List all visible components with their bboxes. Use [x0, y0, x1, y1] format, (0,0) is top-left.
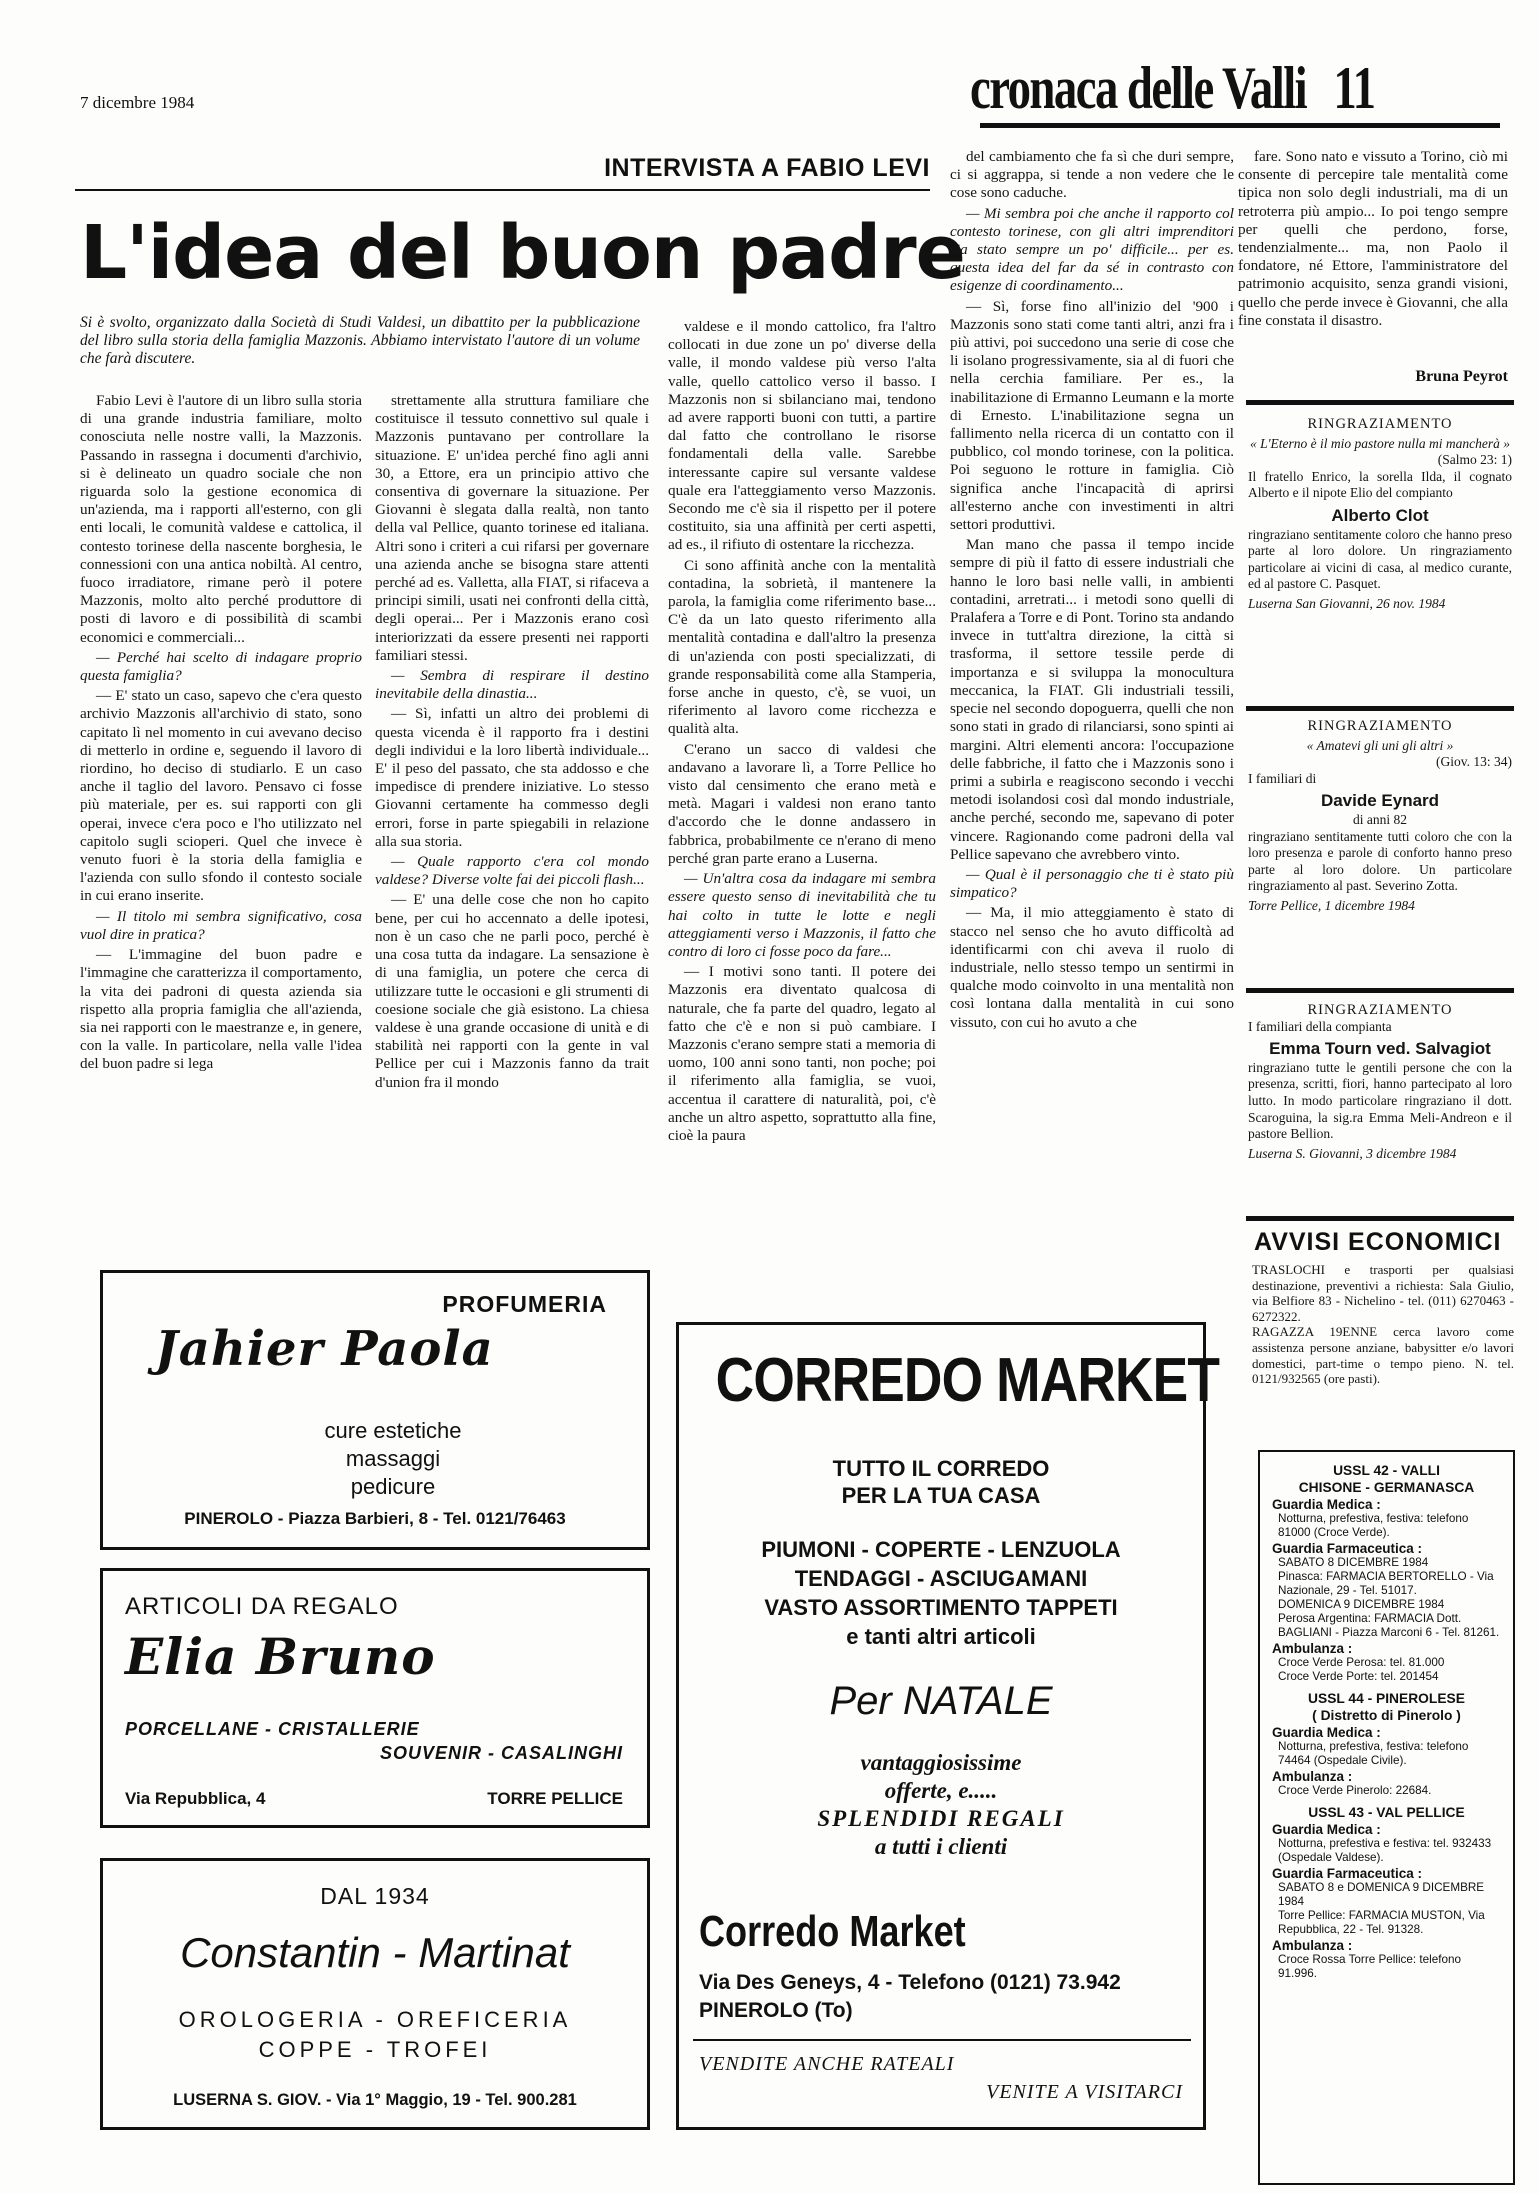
notice-place-date: Luserna S. Giovanni, 3 dicembre 1984 — [1248, 1145, 1457, 1161]
ad-corredo-footer-1: VENDITE ANCHE RATEALI — [699, 2053, 955, 2075]
article-paragraph: valdese e il mondo cattolico, fra l'altro collocati in due zone un po' diverse della valle, il mondo valdese più verso l'alta valle, quello cattolico verso il basso. I Mazzonis non si sbilanciano mai, tendono ad avere rapporti buoni con tutti, a partire dal fatto che controllano le risorse fondamentali della valle. Sarebbe interessante capire sul versante valdese quale era l'atteggiamento verso Mazzonis. Secondo me c'è sia il rispetto per il potere costituito, sia una affinità per certi aspetti, ad es., il rifiuto di ostentare la ricchezza. — [668, 318, 936, 554]
ad-corredo-product-4: e tanti altri articoli — [846, 1624, 1036, 1649]
notice-quote: « Amatevi gli uni gli altri » — [1306, 737, 1454, 753]
ussl-heading: USSL 43 - VAL PELLICE — [1308, 1805, 1465, 1820]
ussl-detail: DOMENICA 9 DICEMBRE 1984 — [1278, 1598, 1445, 1611]
article-headline: L'idea del buon padre — [80, 210, 965, 296]
notice-body: ringraziano sentitamente tutti coloro che con la loro presenza e parole di conforto hanno preso parte al loro dolore. Un particolare ringraziamento al past. Severino Zotta. — [1248, 828, 1512, 894]
ad-constantin-line-2: COPPE - TROFEI — [258, 2037, 492, 2062]
article-lead: Si è svolto, organizzato dalla Società di Studi Valdesi, un dibattito per la pubblicazione del libro sulla storia della famiglia Mazzonis. Abbiamo intervistato l'autore di un volume che farà discutere. — [80, 314, 640, 367]
ussl-detail: Torre Pellice: FARMACIA MUSTON, Via Repubblica, 22 - Tel. 91328. — [1278, 1909, 1485, 1936]
notice-rule-1 — [1246, 400, 1514, 405]
ad-corredo-offer-4: a tutti i clienti — [874, 1834, 1008, 1859]
masthead-rule — [980, 123, 1500, 128]
notice-emma-tourn — [1248, 1002, 1512, 1162]
ad-corredo-natale: Per NATALE — [829, 1679, 1053, 1723]
avvisi-heading: AVVISI ECONOMICI — [1254, 1228, 1502, 1256]
ad-corredo-offer-3: SPLENDIDI REGALI — [817, 1806, 1065, 1831]
interview-question: — Il titolo mi sembra significativo, cosa vuol dire in pratica? — [80, 907, 362, 943]
interview-question: — Un'altra cosa da indagare mi sembra essere questo senso di inevitabilità che tu hai colto in tutte le lotte e negli atteggiamenti verso i Mazzonis, il fatto che contro di loro ci fosse poco da fare... — [668, 870, 936, 960]
ad-corredo-name: Corredo Market — [699, 1907, 966, 1956]
ad-corredo-product-3: VASTO ASSORTIMENTO TAPPETI — [764, 1595, 1118, 1620]
article-paragraph: strettamente alla struttura familiare che costituisce il tessuto connettivo sul quale i Mazzonis puntavano per controllare la situazione. E' un'idea perché fino agli anni 30, a Ettore, era un principio attivo che consentiva di governare la situazione. Per Giovanni è slegata dalla realtà, non tanto della val Pellice, quanto torinese ed italiana. Altri sono i criteri a cui rifarsi per governare una azienda anche se bisogna stare attenti perché ad es. Valletta, alla FIAT, si rifaceva a principi simili, usati nei confronti della città, degli operai... Per i Mazzonis erano così interiorizzati da essere presenti nei rapporti familiari stessi. — [375, 392, 649, 664]
ad-constantin-address: LUSERNA S. GIOV. - Via 1° Maggio, 19 - Tel. 900.281 — [173, 2091, 577, 2109]
ussl-heading: USSL 42 - VALLI — [1333, 1463, 1440, 1478]
notice-age: di anni 82 — [1353, 811, 1407, 827]
ad-jahier-name: Jahier Paola — [155, 1321, 494, 1377]
article-paragraph: — Sì, infatti un altro dei problemi di questa vicenda è il rapporto fra i destini degli individui e la loro libertà individuale... E' il peso del passato, che sta addosso e che impedisce di prendere iniziative. Lo stesso Giovanni certamente ha commesso degli errori, forse in parte spiegabili in relazione alla sua storia. — [375, 705, 649, 850]
notice-scripture-ref: (Giov. 13: 34) — [1436, 754, 1512, 770]
article-signature: Bruna Peyrot — [1415, 368, 1508, 385]
notice-body: ringraziano tutte le gentili persone che con la presenza, scritti, fiori, hanno partecipato al loro lutto. In modo particolare ringraziano il dott. Scaroguina, la sig.ra Emma Meli-Andreon e il pastore Bellion. — [1248, 1059, 1512, 1142]
notice-title: RINGRAZIAMENTO — [1307, 416, 1453, 432]
article-paragraph: Fabio Levi è l'autore di un libro sulla storia di una grande industria familiare, molto conosciuta nelle nostre valli, la Mazzonis. Passando in rassegna i documenti d'archivio, si è delineato un quadro sociale che non riguarda solo la gestione economica di un'azienda, ma i rapporti all'esterno, con gli enti locali, le comunità valdese e cattolica, il contesto torinese della nascente borghesia, le connessioni con una antica nobiltà. Al centro, fuoco irradiatore, rimane però il potere Mazzonis, molto alto perché produttore di posti di lavoro e di possibilità di scambi economici e commerciali... — [80, 392, 362, 646]
article-paragraph: del cambiamento che fa sì che duri sempre, ci si aggrappa, si tende a non vedere che le cose sono caduche. — [950, 148, 1234, 202]
ad-corredo-city: PINEROLO (To) — [699, 1999, 853, 2022]
page-number: 11 — [1333, 55, 1375, 121]
ad-elia-town: TORRE PELLICE — [487, 1789, 623, 1808]
ussl-section-label: Guardia Medica : — [1272, 1497, 1381, 1512]
ad-corredo-offer-1: vantaggiosissime — [860, 1750, 1022, 1775]
ussl-heading: USSL 44 - PINEROLESE — [1308, 1691, 1465, 1706]
article-paragraph: — Sì, forse fino all'inizio del '900 i Mazzonis sono stati come tanti altri, anzi fra i più attivi, poi succedono una serie di cose che li isolano progressivamente, sia al di fuori che nella cerchia familiare. Per es., la inabilitazione di Ermanno Leumann e la morte di Ernesto. L'inabilitazione segna un fallimento nella ricerca di un contatto con il pubblico, col mondo torinese, con la politica. Poi seguono le rotture in famiglia. Ciò significa anche l'incapacità di aprirsi all'esterno anche con investimenti in altri settori produttivi. — [950, 297, 1234, 534]
issue-date: 7 dicembre 1984 — [80, 93, 195, 112]
ussl-detail: Notturna, prefestiva, festiva: telefono 81000 (Croce Verde). — [1278, 1512, 1469, 1539]
ad-elia-name: Elia Bruno — [125, 1627, 436, 1686]
ussl-heading: CHISONE - GERMANASCA — [1298, 1480, 1475, 1495]
ad-jahier-line-3: pedicure — [350, 1474, 436, 1499]
ussl-section-label: Ambulanza : — [1272, 1938, 1353, 1953]
notice-deceased-name: Emma Tourn ved. Salvagiot — [1269, 1039, 1491, 1059]
avviso-ragazza: RAGAZZA 19ENNE cerca lavoro come assistenza persone anziane, babysitter e/o lavori domestici, part-time o tempo pieno. N. tel. 0121/932565 (ore pasti). — [1252, 1324, 1514, 1387]
interview-question: — Qual è il personaggio che ti è stato più simpatico? — [950, 865, 1234, 902]
ussl-detail: Notturna, prefestiva, festiva: telefono 74464 (Ospedale Civile). — [1278, 1740, 1469, 1767]
article-kicker: INTERVISTA A FABIO LEVI — [604, 154, 930, 182]
article-column-3 — [668, 318, 936, 1308]
article-column-1 — [80, 392, 362, 1254]
ad-jahier-line-1: cure estetiche — [324, 1418, 462, 1443]
notice-body: ringraziano sentitamente coloro che hanno preso parte al loro dolore. Un ringraziamento particolare ai vicini di casa, al medico curante, ed al pastore C. Pasquet. — [1248, 526, 1512, 592]
notice-deceased-name: Alberto Clot — [1331, 505, 1429, 525]
interview-question: — Mi sembra poi che anche il rapporto col contesto torinese, con gli altri imprenditori sia stato sempre un po' difficile... per es. questa idea del far da sé in contrasto con esigenze di coordinamento... — [950, 204, 1234, 295]
notice-rule-2 — [1246, 706, 1514, 711]
avvisi-list — [1252, 1262, 1514, 1387]
ussl-detail: Pinasca: FARMACIA BERTORELLO - Via Nazionale, 29 - Tel. 51017. — [1278, 1570, 1494, 1597]
article-paragraph: Man mano che passa il tempo incide sempre di più il fatto di essere industriali che hanno le loro basi nelle valli, in ambienti contadini, arretrati... i metodi sono quelli di Pralafera a Torre e di Pont. Torino sta andando invece in tutt'altra direzione, la città si trasforma, il settore tessile perde di importanza e si sviluppa la monocultura meccanica, la FIAT. Gli industriali tessili, specie nel secondo dopoguerra, quelli che non sono stati in grado di rilanciarsi, sono spinti ai margini. Altri elementi ancora: l'occupazione delle fabbriche, il fatto che i Mazzonis sono i primi a subirla e reagiscono secondo i vecchi metodi isolandosi così dal mondo industriale, anche perché, secondo me, sapevano di poter vincere. Ragionando come padroni della val Pellice sapevano che avrebbero vinto. — [950, 536, 1234, 863]
article-column-4 — [950, 148, 1234, 1290]
ad-elia-bruno — [100, 1568, 650, 1828]
article-paragraph: — E' una delle cose che non ho capito bene, per cui ho accennato a delle ipotesi, non è un caso che ne parli poco, perché è una cosa tutta da indagare. La sensazione è di una famiglia, un potere che cerca di utilizzare tutte le occasioni e gli strumenti di coesione sociale che già esistono. La chiesa valdese è una grande occasione di unità e di stabilità nei rapporti con la gente in val Pellice per cui i Mazzonis fanno da trait d'union fra il mondo — [375, 891, 649, 1091]
interview-question: — Perché hai scelto di indagare proprio questa famiglia? — [80, 648, 362, 685]
article-paragraph: Ci sono affinità anche con la mentalità contadina, la sobrietà, il mantenere la parola, la famiglia come riferimento base... C'è da un lato questo riferimento alla mentalità contadina e dall'altro la presenza di un'azienda con posti specializzati, di grande responsabilità come alla Stamperia, forse anche in questo, c'è, se vuoi, un riferimento al lavoro come ricchezza e qualità alta. — [668, 556, 936, 738]
ussl-detail: Croce Verde Perosa: tel. 81.000 — [1278, 1656, 1445, 1669]
ad-corredo-offer-2: offerte, e..... — [884, 1778, 998, 1803]
ussl-detail: Notturna, prefestiva e festiva: tel. 932433 (Ospedale Valdese). — [1278, 1837, 1492, 1864]
article-paragraph: — Ma, il mio atteggiamento è stato di stacco nel senso che ho avuto difficoltà ad identificarmi con chi aveva il ruolo di industriale, nello stesso tempo un sentirmi in qualche modo coinvolto in una mentalità non così lontana dalla mentalità in cui sono vissuto, con cui ho avuto a che — [950, 904, 1234, 1031]
kicker-rule — [75, 189, 930, 191]
ad-constantin-top: DAL 1934 — [320, 1883, 430, 1909]
ad-corredo-footer-rule — [693, 2039, 1191, 2041]
ussl-section-label: Guardia Farmaceutica : — [1272, 1866, 1423, 1881]
interview-question: — Quale rapporto c'era col mondo valdese? Diverse volte fai dei piccoli flash... — [375, 853, 649, 889]
ad-elia-line-2: SOUVENIR - CASALINGHI — [379, 1743, 623, 1763]
ad-constantin-martinat — [100, 1858, 650, 2130]
ad-corredo-products — [679, 1535, 1203, 1651]
article-column-2 — [375, 392, 649, 1254]
ad-constantin-line-1: OROLOGERIA - OREFICERIA — [178, 2007, 572, 2032]
ad-corredo-offer — [679, 1749, 1203, 1861]
article-paragraph: — E' stato un caso, sapevo che c'era questo archivio Mazzonis all'archivio di stato, sono capitato lì nel momento in cui avevano deciso di metterlo in ordine e, seguendo il lavoro di riordino, ho deciso di studiarlo. E un caso anche il taglio del lavoro. Pensavo ci fosse più materiale, per es. sui rapporti con gli operai, invece c'era poco e l'ho utilizzato nel capitolo sugli scioperi. Quel che invece è venuto fuori è la storia della famiglia e l'azienda con sullo sfondo il contesto sociale in cui erano inserite. — [80, 687, 362, 905]
article-column-5 — [1238, 148, 1508, 358]
ussl-section-label: Guardia Medica : — [1272, 1725, 1381, 1740]
avviso-traslochi: TRASLOCHI e trasporti per qualsiasi destinazione, preventivi a richiesta: Sala Giulio, via Belfiore 83 - Nichelino - tel. (011) 6270463 - 6272322. — [1252, 1262, 1514, 1324]
ad-corredo-title: CORREDO MARKET — [715, 1346, 1220, 1415]
ad-elia-address: Via Repubblica, 4 — [125, 1789, 266, 1808]
ad-corredo-product-1: PIUMONI - COPERTE - LENZUOLA — [761, 1537, 1121, 1562]
article-paragraph: — L'immagine del buon padre e l'immagine che caratterizza il comportamento, la vita dei padroni di questa azienda sia rispetto alla propria famiglia che all'azienda, sia nei rapporti con le maestranze e, in genere, con la valle. In particolare, nella valle l'idea del buon padre si lega — [80, 946, 362, 1073]
notice-deceased-name: Davide Eynard — [1320, 791, 1440, 811]
ussl-heading: ( Distretto di Pinerolo ) — [1312, 1708, 1461, 1723]
ussl-section-label: Guardia Medica : — [1272, 1822, 1381, 1837]
notice-intro: I familiari della compianta — [1248, 1018, 1392, 1034]
notice-davide-eynard — [1248, 718, 1512, 915]
notice-quote: « L'Eterno è il mio pastore nulla mi mancherà » — [1250, 435, 1510, 451]
article-paragraph: — I motivi sono tanti. Il potere dei Mazzonis era diventato qualcosa di naturale, che fa parte del quadro, legato al fatto che c'è e non si può cambiare. I Mazzonis c'erano sempre stati a memoria di uomo, 100 anni sono tanti, non poche; poi il riferimento alla famiglia, se vuoi, accentua il carattere di naturalità, poi, c'è anche un altro aspetto, soprattutto alla fine, cioè la paura — [668, 963, 936, 1144]
masthead — [970, 55, 1391, 121]
ussl-detail: Croce Verde Porte: tel. 201454 — [1278, 1670, 1439, 1683]
ad-constantin-name: Constantin - Martinat — [180, 1929, 570, 1976]
notice-place-date: Luserna San Giovanni, 26 nov. 1984 — [1248, 595, 1446, 611]
notice-title: RINGRAZIAMENTO — [1307, 1002, 1453, 1018]
ad-corredo-footer-2: VENITE A VISITARCI — [986, 2081, 1183, 2103]
ussl-section-label: Guardia Farmaceutica : — [1272, 1541, 1423, 1556]
notice-title: RINGRAZIAMENTO — [1307, 718, 1453, 734]
ussl-detail: Croce Verde Pinerolo: 22684. — [1278, 1784, 1432, 1797]
ad-elia-line-1: PORCELLANE - CRISTALLERIE — [125, 1719, 420, 1739]
masthead-title: cronaca delle Valli — [970, 55, 1307, 121]
ad-jahier-address: PINEROLO - Piazza Barbieri, 8 - Tel. 0121/76463 — [184, 1509, 566, 1528]
notice-intro: I familiari di — [1248, 770, 1317, 786]
ad-corredo-market — [676, 1322, 1220, 2130]
ad-jahier-paola — [100, 1270, 650, 1550]
article-paragraph: fare. Sono nato e vissuto a Torino, ciò mi consente di percepire tale mentalità come tipica non solo degli industriali, ma di un retroterra più ampio... Io poi tengo sempre per quelli che perdono, forse, tendenzialmente... ma, non Paolo il fondatore, né Ettore, l'amministratore del patrimonio acquisito, senza grandi visioni, quello che perde invece è Giovanni, che alla fine constata il disastro. — [1238, 148, 1508, 329]
ad-jahier-line-2: massaggi — [345, 1446, 441, 1471]
avvisi-rule — [1246, 1216, 1514, 1221]
article-paragraph: C'erano un sacco di valdesi che andavano a lavorare lì, a Torre Pellice ho visto dal censimento che erano metà e metà. Magari i valdesi non erano tanto d'accordo che le donne andassero in fabbrica, probabilmente ce n'erano di meno perché gran parte erano a Luserna. — [668, 740, 936, 867]
ussl-detail: SABATO 8 e DOMENICA 9 DICEMBRE 1984 — [1278, 1881, 1485, 1908]
ussl-section-label: Ambulanza : — [1272, 1769, 1353, 1784]
notice-place-date: Torre Pellice, 1 dicembre 1984 — [1248, 897, 1415, 913]
ussl-section-label: Ambulanza : — [1272, 1641, 1353, 1656]
ussl-services-box — [1258, 1450, 1515, 2185]
ussl-detail: SABATO 8 DICEMBRE 1984 — [1278, 1556, 1429, 1569]
ad-jahier-top: PROFUMERIA — [442, 1291, 607, 1317]
notice-rule-3 — [1246, 988, 1514, 993]
notice-alberto-clot — [1248, 416, 1512, 613]
ad-corredo-tag-2: PER LA TUA CASA — [841, 1483, 1041, 1508]
ad-corredo-tag-1: TUTTO IL CORREDO — [832, 1456, 1050, 1481]
ad-corredo-tagline — [679, 1455, 1203, 1509]
interview-question: — Sembra di respirare il destino inevitabile della dinastia... — [375, 667, 649, 703]
ad-corredo-address: Via Des Geneys, 4 - Telefono (0121) 73.942 — [699, 1971, 1121, 1994]
notice-intro: Il fratello Enrico, la sorella Ilda, il cognato Alberto e il nipote Elio del compianto — [1248, 468, 1512, 501]
ussl-detail: Perosa Argentina: FARMACIA Dott. BAGLIANI - Piazza Marconi 6 - Tel. 81261. — [1278, 1612, 1500, 1639]
notice-scripture-ref: (Salmo 23: 1) — [1437, 452, 1512, 468]
ad-jahier-services — [273, 1417, 513, 1501]
ussl-detail: Croce Rossa Torre Pellice: telefono 91.996. — [1278, 1953, 1461, 1980]
ad-elia-top: ARTICOLI DA REGALO — [125, 1593, 399, 1620]
ad-corredo-product-2: TENDAGGI - ASCIUGAMANI — [794, 1566, 1088, 1591]
